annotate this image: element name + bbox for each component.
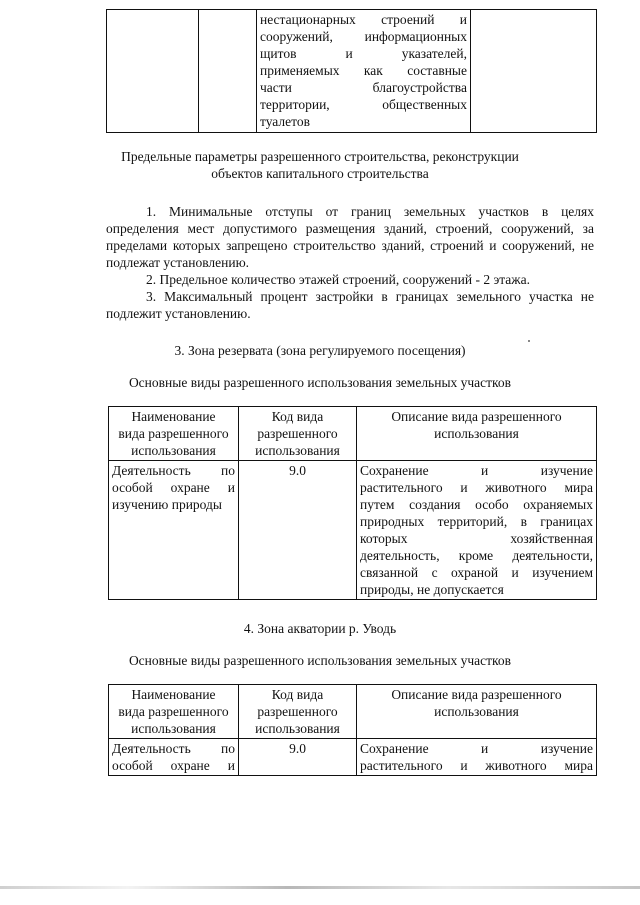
cell-line: природы, не допускается	[360, 582, 504, 597]
cell-line: природных территорий, в границах	[360, 514, 593, 529]
params-item-1: 1. Минимальные отступы от границ земельных участков в целях определения мест допустимого размещения зданий, строений, сооружений, за пределами которых запрещено строительство зданий, строений и сооружений, не подлежат установлению.	[106, 204, 594, 270]
params-title-line-2: объектов капитального строительства	[211, 166, 429, 181]
header-name	[109, 407, 239, 461]
params-list	[106, 203, 594, 322]
cell-line: которых хозяйственная	[360, 531, 593, 546]
header-line: Код вида	[271, 409, 324, 424]
table-cell-description	[257, 10, 471, 133]
header-line: Описание вида разрешенного	[391, 687, 562, 702]
cell-line: применяемых как составные	[260, 63, 467, 78]
table-cell	[471, 10, 597, 133]
header-line: разрешенного	[257, 426, 338, 441]
header-line: Наименование	[131, 687, 216, 702]
header-line: использования	[434, 426, 519, 441]
header-line: Код вида	[271, 687, 324, 702]
cell-line: особой охране и	[112, 480, 235, 495]
cell-name	[109, 739, 239, 776]
cell-line: территории, общественных	[260, 97, 467, 112]
table-row	[109, 461, 597, 600]
params-title-line-1: Предельные параметры разрешенного строительства, реконструкции	[121, 149, 519, 164]
header-name	[109, 685, 239, 739]
header-description	[357, 685, 597, 739]
cell-name	[109, 461, 239, 600]
zone4-subtitle: Основные виды разрешенного использования земельных участков	[128, 653, 512, 668]
header-code	[239, 407, 357, 461]
cell-line: растительного и животного мира	[360, 758, 593, 773]
table-cell	[107, 10, 199, 133]
cell-line: деятельность, кроме деятельности,	[360, 548, 593, 563]
params-title	[0, 148, 640, 182]
cell-code: 9.0	[239, 461, 357, 600]
table-cell	[199, 10, 257, 133]
zone3-subtitle: Основные виды разрешенного использования земельных участков	[128, 375, 512, 390]
zone3-table	[108, 406, 597, 600]
table-header-row	[109, 407, 597, 461]
header-line: использования	[131, 443, 216, 458]
zone4-title: 4. Зона акватории р. Уводь	[243, 621, 397, 636]
zone4-table	[108, 684, 597, 776]
cell-line: сооружений, информационных	[260, 29, 467, 44]
cell-line: путем создания особо охраняемых	[360, 497, 593, 512]
cell-line: изучению природы	[112, 497, 222, 512]
header-line: Описание вида разрешенного	[391, 409, 562, 424]
header-line: использования	[255, 721, 340, 736]
scan-edge-noise	[0, 886, 640, 889]
cell-line: Деятельность по	[112, 741, 235, 756]
cell-line: Сохранение и изучение	[360, 463, 593, 478]
header-line: использования	[434, 704, 519, 719]
table-header-row	[109, 685, 597, 739]
cell-line: Деятельность по	[112, 463, 235, 478]
header-code	[239, 685, 357, 739]
cell-line: Сохранение и изучение	[360, 741, 593, 756]
scan-speck	[528, 340, 530, 342]
cell-description	[357, 739, 597, 776]
header-line: вида разрешенного	[118, 704, 229, 719]
table-row	[109, 739, 597, 776]
header-description	[357, 407, 597, 461]
header-line: вида разрешенного	[118, 426, 229, 441]
cell-line: части благоустройства	[260, 80, 467, 95]
zone3-title: 3. Зона резервата (зона регулируемого посещения)	[174, 343, 466, 358]
cell-line: щитов и указателей,	[260, 46, 467, 61]
cell-line: туалетов	[260, 114, 310, 129]
cell-line: нестационарных строений и	[260, 12, 467, 27]
table-row	[107, 10, 597, 133]
params-item-3: 3. Максимальный процент застройки в границах земельного участка не подлежит установлению.	[106, 289, 594, 321]
header-line: Наименование	[131, 409, 216, 424]
cell-description	[357, 461, 597, 600]
cell-code: 9.0	[239, 739, 357, 776]
header-line: использования	[255, 443, 340, 458]
continuation-table	[106, 9, 597, 133]
cell-line: растительного и животного мира	[360, 480, 593, 495]
params-item-2: 2. Предельное количество этажей строений, сооружений - 2 этажа.	[146, 272, 530, 287]
cell-line: связанной с охраной и изучением	[360, 565, 593, 580]
header-line: использования	[131, 721, 216, 736]
cell-line: особой охране и	[112, 758, 235, 773]
header-line: разрешенного	[257, 704, 338, 719]
